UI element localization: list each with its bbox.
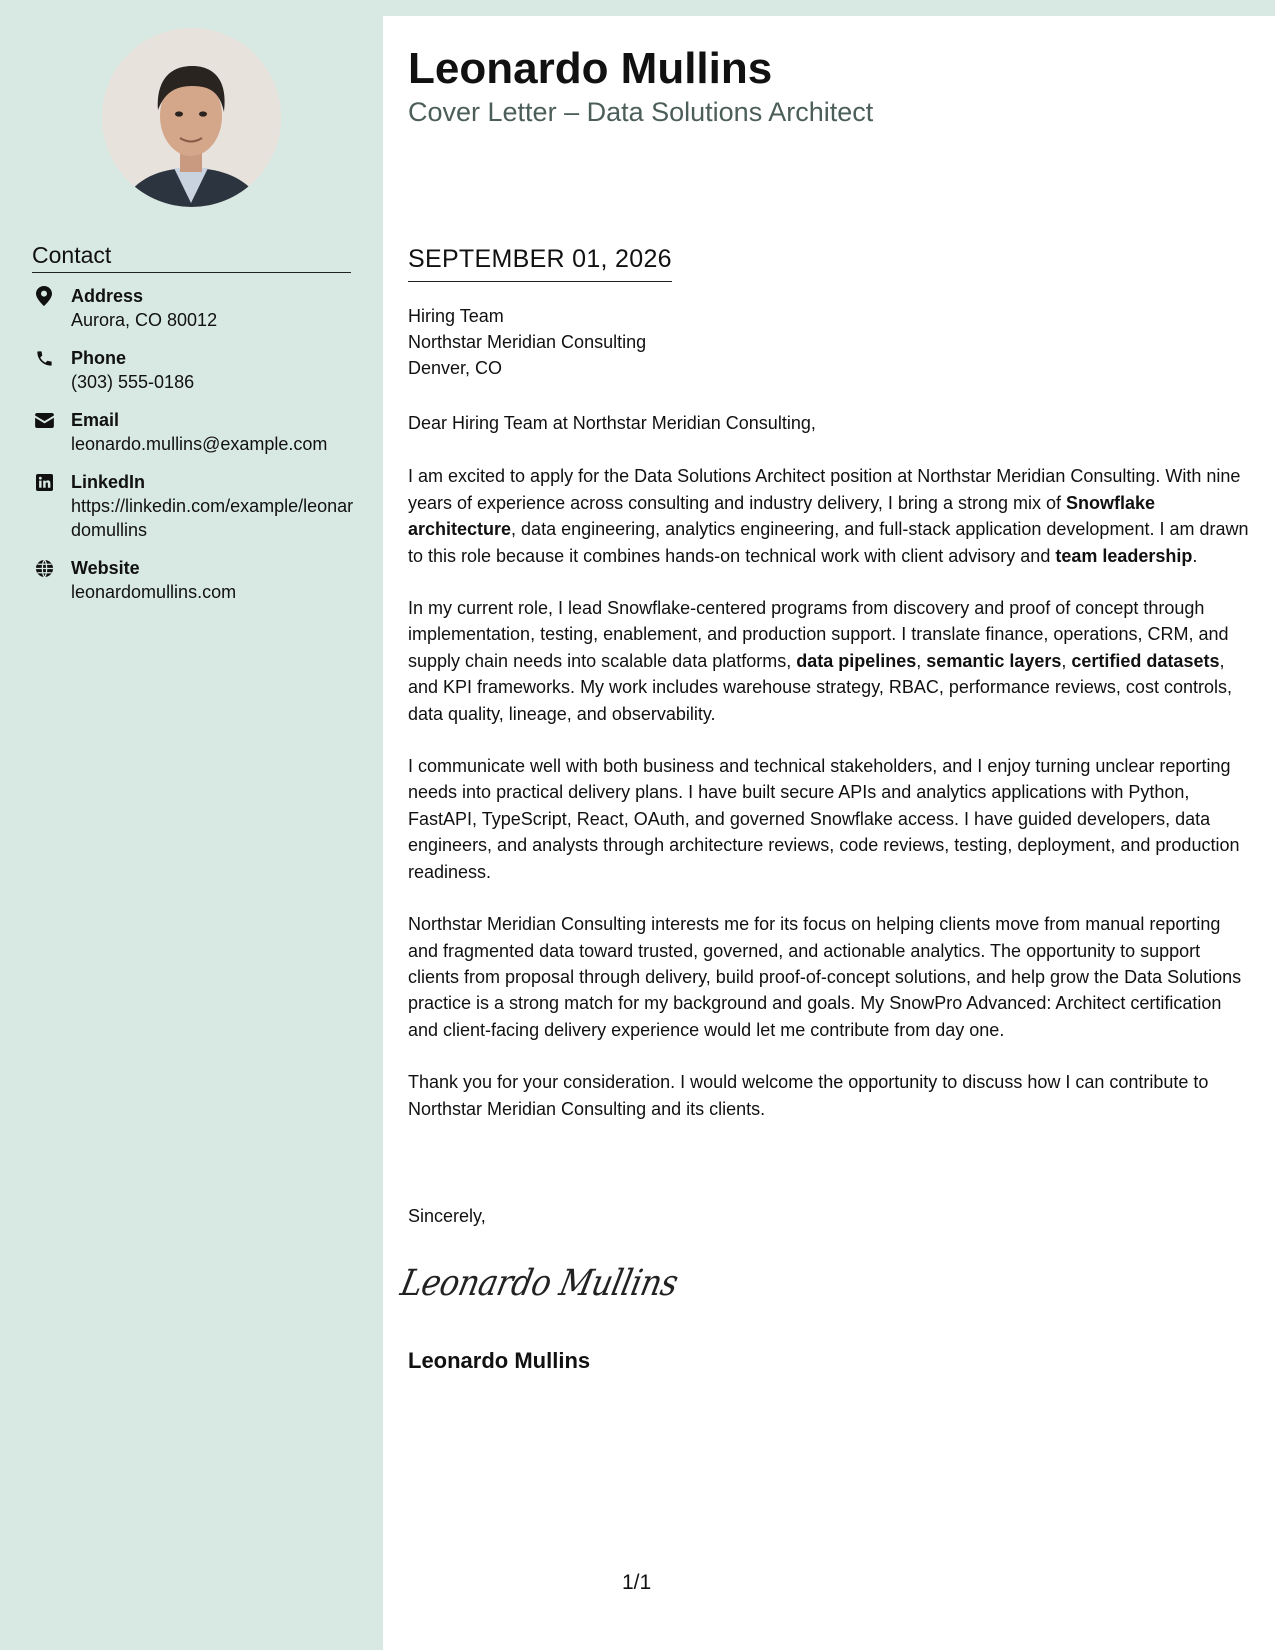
text-run: Thank you for your consideration. I would welcome the opportunity to discuss how I can contribute to Northstar Meridian Consulting and its clients.	[408, 1072, 1209, 1119]
closing: Sincerely,	[408, 1206, 486, 1226]
profile-photo	[102, 28, 281, 207]
text-run: In my current role, I lead Snowflake-centered programs from discovery and proof of concept through implementation, testing, enablement, and production support. I translate finance, operations, CRM, and supply chain needs into scalable data platforms,	[408, 598, 1229, 671]
text-run: .	[1192, 545, 1198, 566]
text-run: , data engineering, analytics engineering, and full-stack application development. I am drawn to this role because it combines hands-on technical work with client advisory and	[408, 519, 1249, 566]
recipient-line: Northstar Meridian Consulting	[408, 332, 647, 352]
contact-website	[32, 556, 362, 604]
envelope-icon	[34, 410, 54, 430]
contact-list	[32, 284, 362, 618]
applicant-name: Leonardo Mullins	[408, 44, 773, 93]
signer-name: Leonardo Mullins	[408, 1348, 591, 1373]
contact-label: Phone	[71, 348, 127, 368]
body-paragraph	[408, 911, 1253, 1043]
contact-label: Address	[71, 286, 144, 306]
body-paragraph	[408, 595, 1253, 727]
body-paragraph	[408, 753, 1253, 885]
text-run: Northstar Meridian Consulting interests me for its focus on helping clients move from manual reporting and fragmented data toward trusted, governed, and actionable analytics. The opportunity to support clients from proposal through delivery, build proof-of-concept solutions, and help grow the Data Solutions practice is a strong match for my background and goals. My SnowPro Advanced: Architect certification and client-facing delivery experience would let me contribute from day one.	[408, 914, 1242, 1040]
text-run: I communicate well with both business and technical stakeholders, and I enjoy turning unclear reporting needs into practical delivery plans. I have built secure APIs and analytics applications with Python, FastAPI, TypeScript, React, OAuth, and governed Snowflake access. I have guided developers, data engineers, and analysts through architecture reviews, code reviews, testing, deployment, and production readiness.	[408, 756, 1240, 882]
contact-phone	[32, 346, 362, 394]
contact-value[interactable]: leonardomullins.com	[71, 582, 237, 602]
bold-phrase: semantic layers	[926, 650, 1062, 671]
bold-phrase: team leadership	[1055, 545, 1193, 566]
linkedin-icon	[34, 472, 54, 492]
body-paragraph	[408, 1069, 1253, 1122]
contact-value[interactable]: https://linkedin.com/example/leonardomullins	[71, 496, 354, 540]
text-run: ,	[1061, 650, 1072, 671]
map-pin-icon	[34, 286, 54, 306]
document-subtitle: Cover Letter – Data Solutions Architect	[408, 97, 874, 127]
bold-phrase: Snowflake architecture	[408, 492, 1156, 540]
body-paragraph	[408, 463, 1253, 569]
bold-phrase: certified datasets	[1071, 650, 1220, 671]
bold-phrase: data pipelines	[796, 650, 917, 671]
contact-email	[32, 408, 362, 456]
text-run: , and KPI frameworks. My work includes warehouse strategy, RBAC, performance reviews, cost controls, data quality, lineage, and observability.	[408, 650, 1232, 724]
contact-heading: Contact	[32, 240, 351, 273]
contact-value: leonardo.mullins@example.com	[71, 434, 328, 454]
contact-address	[32, 284, 362, 332]
letter-date: SEPTEMBER 01, 2026	[408, 243, 672, 282]
letter-body	[408, 410, 1253, 1148]
greeting: Dear Hiring Team at Northstar Meridian Consulting,	[408, 413, 816, 433]
phone-icon	[34, 348, 54, 368]
page-number: 1/1	[622, 1571, 652, 1594]
text-run: ,	[916, 650, 927, 671]
recipient-line: Hiring Team	[408, 306, 504, 326]
recipient-block	[408, 303, 646, 381]
contact-label: LinkedIn	[71, 472, 146, 492]
recipient-line: Denver, CO	[408, 358, 503, 378]
globe-icon	[34, 558, 54, 578]
contact-label: Email	[71, 410, 120, 430]
text-run: I am excited to apply for the Data Solutions Architect position at Northstar Meridian Consulting. With nine years of experience across consulting and industry delivery, I bring a strong mix of	[408, 466, 1241, 513]
contact-value: Aurora, CO 80012	[71, 310, 218, 330]
contact-value: (303) 555-0186	[71, 372, 195, 392]
contact-label: Website	[71, 558, 140, 578]
contact-linkedin	[32, 470, 362, 542]
handwritten-signature: Leonardo Mullins	[397, 1263, 682, 1304]
